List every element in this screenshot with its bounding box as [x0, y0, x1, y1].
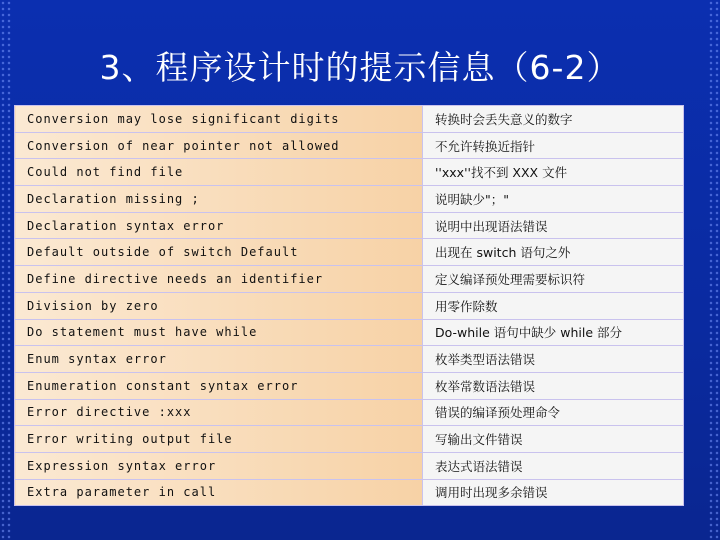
error-message-english: Do statement must have while [15, 319, 423, 346]
error-message-chinese: 调用时出现多余错误 [423, 479, 684, 506]
error-message-chinese: ''xxx''找不到 XXX 文件 [423, 159, 684, 186]
error-message-table-body [15, 106, 684, 506]
table-row [15, 426, 684, 453]
error-message-chinese: 错误的编译预处理命令 [423, 399, 684, 426]
error-message-chinese: 出现在 switch 语句之外 [423, 239, 684, 266]
error-message-english: Enum syntax error [15, 346, 423, 373]
error-message-chinese: 不允许转换近指针 [423, 132, 684, 159]
table-row [15, 239, 684, 266]
table-row [15, 292, 684, 319]
error-message-english: Expression syntax error [15, 452, 423, 479]
table-row [15, 399, 684, 426]
table-row [15, 479, 684, 506]
error-message-english: Define directive needs an identifier [15, 266, 423, 293]
error-message-chinese: 说明缺少"；" [423, 186, 684, 213]
error-message-english: Conversion may lose significant digits [15, 106, 423, 133]
error-message-english: Default outside of switch Default [15, 239, 423, 266]
table-row [15, 186, 684, 213]
slide-title: 3、程序设计时的提示信息（6-2） [99, 48, 621, 87]
table-row [15, 159, 684, 186]
error-message-chinese: Do-while 语句中缺少 while 部分 [423, 319, 684, 346]
error-message-chinese: 说明中出现语法错误 [423, 212, 684, 239]
table-row [15, 266, 684, 293]
error-message-chinese: 枚举常数语法错误 [423, 372, 684, 399]
error-message-english: Division by zero [15, 292, 423, 319]
error-message-table [14, 105, 684, 506]
error-message-chinese: 表达式语法错误 [423, 452, 684, 479]
error-message-chinese: 用零作除数 [423, 292, 684, 319]
error-message-chinese: 转换时会丢失意义的数字 [423, 106, 684, 133]
error-message-chinese: 枚举类型语法错误 [423, 346, 684, 373]
table-row [15, 212, 684, 239]
error-message-english: Error writing output file [15, 426, 423, 453]
error-message-chinese: 定义编译预处理需要标识符 [423, 266, 684, 293]
error-message-english: Declaration missing ; [15, 186, 423, 213]
error-message-chinese: 写输出文件错误 [423, 426, 684, 453]
table-row [15, 346, 684, 373]
error-message-english: Error directive :xxx [15, 399, 423, 426]
error-message-english: Enumeration constant syntax error [15, 372, 423, 399]
error-message-english: Declaration syntax error [15, 212, 423, 239]
table-row [15, 132, 684, 159]
table-row [15, 319, 684, 346]
table-row [15, 372, 684, 399]
error-message-english: Extra parameter in call [15, 479, 423, 506]
table-row [15, 106, 684, 133]
table-row [15, 452, 684, 479]
error-message-english: Conversion of near pointer not allowed [15, 132, 423, 159]
error-message-english: Could not find file [15, 159, 423, 186]
